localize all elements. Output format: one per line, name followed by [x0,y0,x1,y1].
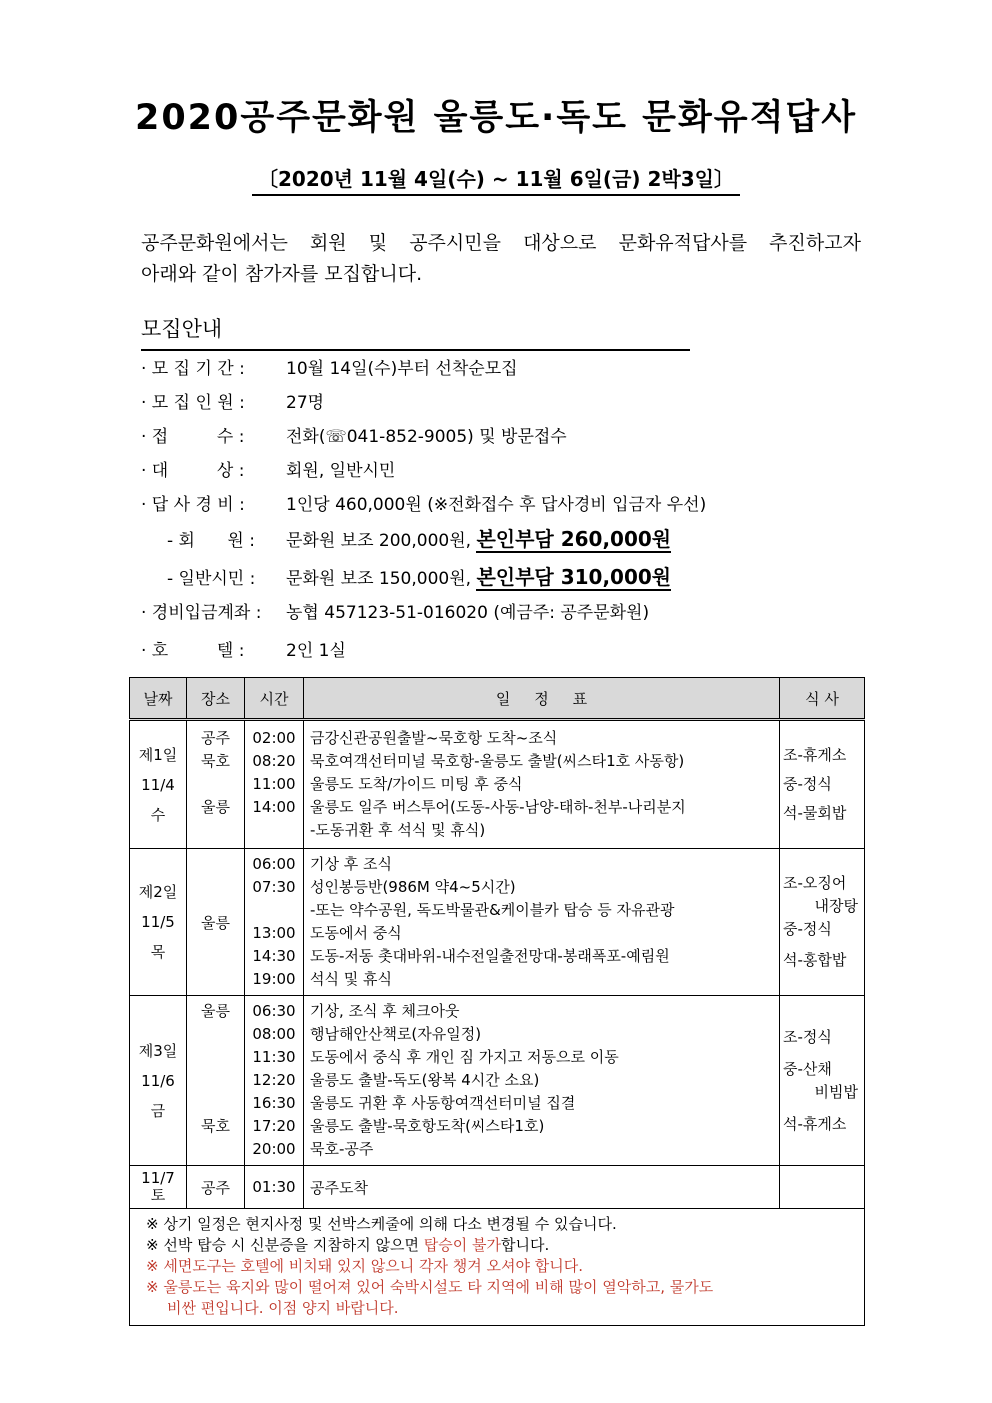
day3-date [130,996,187,1166]
info-label: · 호 텔 : [141,641,245,661]
place-text: 울릉 [201,798,230,816]
meal-text: 석-물회밥 [783,804,847,822]
info-label: · 경비입금계좌 : [141,603,262,623]
day2-time [245,849,304,996]
time-text: 02:00 [252,729,296,747]
meal-text: 석-홍합밥 [783,951,847,969]
place-text [187,773,244,796]
day1-schedule [304,720,780,849]
table-row-day3 [130,996,865,1166]
info-value: 회원, 일반시민 [286,461,396,481]
time-text: 14:30 [252,947,296,965]
day3-place [187,996,245,1166]
time-text: 16:30 [252,1094,296,1112]
place-text [187,1138,244,1161]
intro-word: 공주문화원에서는 [141,232,288,254]
day4-time: 01:30 [245,1166,304,1209]
day1-place [187,720,245,849]
intro-word: 추진하고자 [769,232,861,254]
time-text: 11:00 [252,775,296,793]
day1-meal [780,720,865,849]
meal-text: 중-정식 [783,775,832,793]
day3-time [245,996,304,1166]
time-text [245,819,303,842]
time-text: 14:00 [252,798,296,816]
schedule-item: 울릉도 귀환 후 사동항여객선터미널 집결 [310,1094,576,1112]
note-2-highlight: 탑승이 불가 [423,1236,502,1254]
header-place: 장소 [187,678,245,720]
schedule-item: 울릉도 출발-묵호항도착(씨스타1호) [310,1117,545,1135]
info-value: 27명 [286,393,325,413]
place-text: 공주 [201,729,230,747]
info-target [141,459,395,483]
schedule-item: 성인봉등반(986M 약4~5시간) [310,878,516,896]
day1-date [130,720,187,849]
schedule-item: 도동-저동 촛대바위-내수전일출전망대-봉래폭포-예림원 [310,947,670,965]
schedule-item: 울릉도 도착/가이드 미팅 후 중식 [310,775,523,793]
place-text [187,819,244,842]
intro-word: 문화유적답사를 [618,232,748,254]
date-text: 11/6 [141,1071,175,1090]
date-text: 제2일 [138,883,178,901]
header-schedule: 일 정 표 [304,678,780,720]
date-text: 11/7 [141,1169,175,1187]
time-text: 08:00 [252,1025,296,1043]
schedule-item: 울릉도 일주 버스투어(도동-사동-남양-태하-천부-나리분지 [310,798,686,816]
date-text: 제1일 [138,745,178,764]
info-value: 문화원 보조 200,000원, [286,531,472,551]
schedule-item: 금강신관공원출발~묵호항 도착~조식 [310,729,558,747]
page-title: 2020공주문화원 울릉도·독도 문화유적답사 [134,98,858,138]
note-4: ※ 울릉도는 육지와 많이 떨어져 있어 숙박시설도 타 지역에 비해 많이 열악하고, 물가도 [146,1278,714,1296]
info-label: - 회 원 : [167,531,255,551]
schedule-item: 울릉도 출발-독도(왕복 4시간 소요) [310,1071,540,1089]
info-account [141,601,649,625]
info-value: 전화(☏041-852-9005) 및 방문접수 [286,427,567,447]
info-reception [141,425,567,449]
day2-date [130,849,187,996]
time-text: 11:30 [252,1048,296,1066]
meal-text: 조-정식 [783,1027,832,1046]
date-text: 11/5 [141,913,175,931]
table-row-day2 [130,849,865,996]
schedule-item: 묵호-공주 [310,1140,374,1158]
schedule-item: 묵호여객선터미널 묵호항-울릉도 출발(씨스타1호 사동항) [310,752,685,770]
info-label: · 대 상 : [141,461,245,481]
time-text: 07:30 [252,878,296,896]
table-row-day1 [130,720,865,849]
schedule-item: 기상, 조식 후 체크아웃 [310,1002,460,1020]
table-header-row [130,678,865,720]
info-value: 2인 1실 [286,641,346,661]
day4-meal [780,1166,865,1209]
day2-meal [780,849,865,996]
place-text: 묵호 [201,752,230,770]
time-text: 13:00 [252,924,296,942]
info-label: · 답 사 경 비 : [141,495,245,515]
subtitle-wrap [0,163,992,196]
info-label: - 일반시민 : [167,569,256,589]
info-value: 농협 457123-51-016020 (예금주: 공주문화원) [286,603,650,623]
header-time: 시간 [245,678,304,720]
time-text: 06:00 [252,855,296,873]
subtitle-date-range: 〔2020년 11월 4일(수) ~ 11월 6일(금) 2박3일〕 [252,163,740,196]
table-row-day4 [130,1166,865,1209]
intro-word: 공주시민을 [409,232,501,254]
day3-schedule [304,996,780,1166]
meal-text: 석-휴게소 [783,1114,847,1133]
info-citizen-cost [141,565,671,591]
meal-text: 중-산채 [783,1059,832,1078]
note-1: ※ 상기 일정은 현지사정 및 선박스케줄에 의해 다소 변경될 수 있습니다. [146,1215,617,1233]
place-text [187,1046,244,1069]
place-text [187,1023,244,1046]
meal-text: 내장탕 [814,897,858,915]
meal-text: 조-휴게소 [783,746,847,764]
date-text: 토 [150,1186,166,1204]
schedule-item: -도동귀환 후 석식 및 휴식) [310,821,486,839]
day4-date [130,1166,187,1209]
info-label: · 접 수 : [141,427,245,447]
info-label: · 모 집 인 원 : [141,393,245,413]
member-pay-amount: 본인부담 260,000원 [476,527,672,551]
time-text: 19:00 [252,970,296,988]
schedule-item: 기상 후 조식 [310,855,392,873]
info-member-cost [141,527,671,553]
info-value: 1인당 460,000원 (※전화접수 후 답사경비 입금자 우선) [286,495,707,515]
day4-place: 공주 [187,1166,245,1209]
day4-schedule: 공주도착 [304,1166,780,1209]
place-text: 울릉 [201,1002,230,1020]
time-text: 17:20 [252,1117,296,1135]
info-period [141,357,518,381]
meal-text: 조-오징어 [783,874,847,892]
header-meal: 식 사 [780,678,865,720]
schedule-item: 행남해안산책로(자유일정) [310,1025,482,1043]
info-label: · 모 집 기 간 : [141,359,245,379]
info-cost [141,493,706,517]
place-text [187,1092,244,1115]
info-count [141,391,324,415]
schedule-table [129,677,865,1326]
time-text: 12:20 [252,1071,296,1089]
section-title: 모집안내 [141,313,690,351]
date-text: 제3일 [138,1041,178,1060]
note-2-text: ※ 선박 탑승 시 신분증을 지참하지 않으면 [146,1236,424,1254]
time-text [245,899,303,922]
citizen-pay-amount: 본인부담 310,000원 [476,565,672,589]
info-value: 문화원 보조 150,000원, [286,569,472,589]
place-text [187,1069,244,1092]
date-text: 목 [150,943,166,961]
time-text: 06:30 [252,1002,296,1020]
note-2-text-end: 합니다. [501,1236,550,1254]
schedule-item: 석식 및 휴식 [310,970,392,988]
day2-place: 울릉 [187,849,245,996]
schedule-item: 도동에서 중식 [310,924,402,942]
intro-word: 및 [368,232,388,254]
meal-text: 중-정식 [783,920,832,938]
intro-line-2: 아래와 같이 참가자를 모집합니다. [141,263,423,285]
date-text: 11/4 [141,775,175,794]
day3-meal [780,996,865,1166]
intro-word: 회원 [309,232,347,254]
date-text: 수 [150,805,166,824]
note-2 [146,1235,854,1256]
info-hotel [141,639,346,663]
schedule-item: -또는 약수공원, 독도박물관&케이블카 탑승 등 자유관광 [310,901,675,919]
info-value: 10월 14일(수)부터 선착순모집 [286,359,518,379]
day2-schedule [304,849,780,996]
meal-text: 비빔밥 [814,1082,858,1101]
note-4-cont: 비싼 편입니다. 이점 양지 바랍니다. [167,1299,399,1317]
day1-time [245,720,304,849]
table-notes-row [130,1209,865,1326]
place-text: 묵호 [201,1117,230,1135]
date-text: 금 [150,1101,166,1120]
notes-cell [130,1209,865,1326]
schedule-item: 도동에서 중식 후 개인 짐 가지고 저동으로 이동 [310,1048,619,1066]
header-date: 날짜 [130,678,187,720]
note-3: ※ 세면도구는 호텔에 비치돼 있지 않으니 각자 챙겨 오셔야 합니다. [146,1257,583,1275]
time-text: 20:00 [252,1140,296,1158]
intro-line-1 [141,228,861,259]
time-text: 08:20 [252,752,296,770]
intro-word: 대상으로 [523,232,597,254]
intro-paragraph [141,228,861,290]
